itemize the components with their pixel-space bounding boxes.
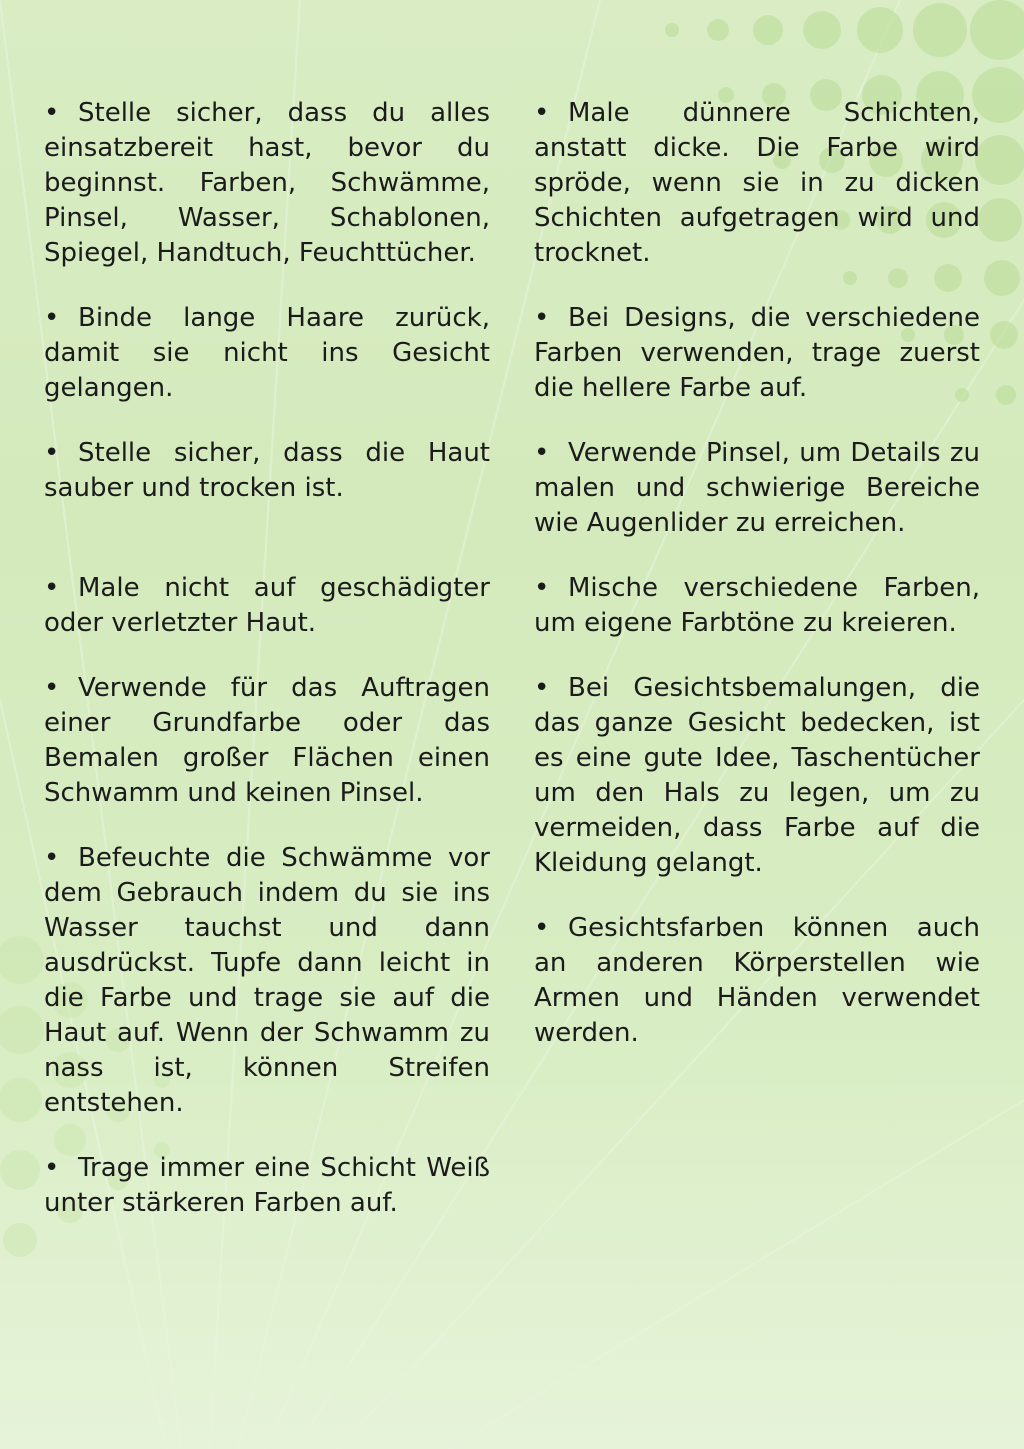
bullet-icon: • <box>534 303 550 333</box>
tip-item <box>44 301 490 406</box>
bullet-icon: • <box>44 573 60 603</box>
tip-item <box>44 571 490 641</box>
tip-item <box>534 301 980 406</box>
tip-text: Mische verschiedene Farben, um eigene Farbtöne zu kreieren. <box>534 573 980 638</box>
tip-item <box>44 841 490 1121</box>
bullet-icon: • <box>534 913 550 943</box>
tip-item <box>44 436 490 506</box>
tip-text: Verwende Pinsel, um Details zu malen und schwierige Bereiche wie Augenlider zu erreichen. <box>534 438 980 538</box>
tip-text: Stelle sicher, dass die Haut sauber und trocken ist. <box>44 438 490 503</box>
bullet-icon: • <box>44 843 60 873</box>
tip-item <box>534 96 980 271</box>
bullet-icon: • <box>44 438 60 468</box>
tip-item <box>534 436 980 541</box>
tip-text: Bei Gesichtsbemalungen, die das ganze Gesicht bedecken, ist es eine gute Idee, Taschentücher um den Hals zu legen, um zu vermeiden, dass Farbe auf die Kleidung gelangt. <box>534 673 980 878</box>
bullet-icon: • <box>534 573 550 603</box>
tip-text: Binde lange Haare zurück, damit sie nicht ins Gesicht gelangen. <box>44 303 490 403</box>
tip-item <box>534 571 980 641</box>
bullet-icon: • <box>534 673 550 703</box>
bullet-icon: • <box>44 1153 60 1183</box>
bullet-icon: • <box>534 438 550 468</box>
right-column <box>534 96 980 1051</box>
tip-item <box>44 96 490 271</box>
bullet-icon: • <box>44 303 60 333</box>
tip-text: Gesichtsfarben können auch an anderen Körperstellen wie Armen und Händen verwendet werden. <box>534 913 980 1048</box>
left-column <box>44 96 490 1221</box>
bullet-icon: • <box>44 98 60 128</box>
tip-text: Stelle sicher, dass du alles einsatzbereit hast, bevor du beginnst. Farben, Schwämme, Pinsel, Wasser, Schablonen, Spiegel, Handtuch, Feuchttücher. <box>44 98 490 268</box>
tip-item <box>534 911 980 1051</box>
tip-text: Male dünnere Schichten, anstatt dicke. Die Farbe wird spröde, wenn sie in zu dicken Schichten aufgetragen wird und trocknet. <box>534 98 980 268</box>
tip-text: Verwende für das Auftragen einer Grundfarbe oder das Bemalen großer Flächen einen Schwamm und keinen Pinsel. <box>44 673 490 808</box>
tip-text: Trage immer eine Schicht Weiß unter stärkeren Farben auf. <box>44 1153 490 1218</box>
tip-item <box>534 671 980 881</box>
tip-item <box>44 671 490 811</box>
bullet-icon: • <box>534 98 550 128</box>
tip-item <box>44 1151 490 1221</box>
tip-text: Bei Designs, die verschiedene Farben verwenden, trage zuerst die hellere Farbe auf. <box>534 303 980 403</box>
tip-text: Male nicht auf geschädigter oder verletzter Haut. <box>44 573 490 638</box>
bullet-icon: • <box>44 673 60 703</box>
tip-text: Befeuchte die Schwämme vor dem Gebrauch indem du sie ins Wasser tauchst und dann ausdrückst. Tupfe dann leicht in die Farbe und trage sie auf die Haut auf. Wenn der Schwamm zu nass ist, können Streifen entstehen. <box>44 843 490 1118</box>
